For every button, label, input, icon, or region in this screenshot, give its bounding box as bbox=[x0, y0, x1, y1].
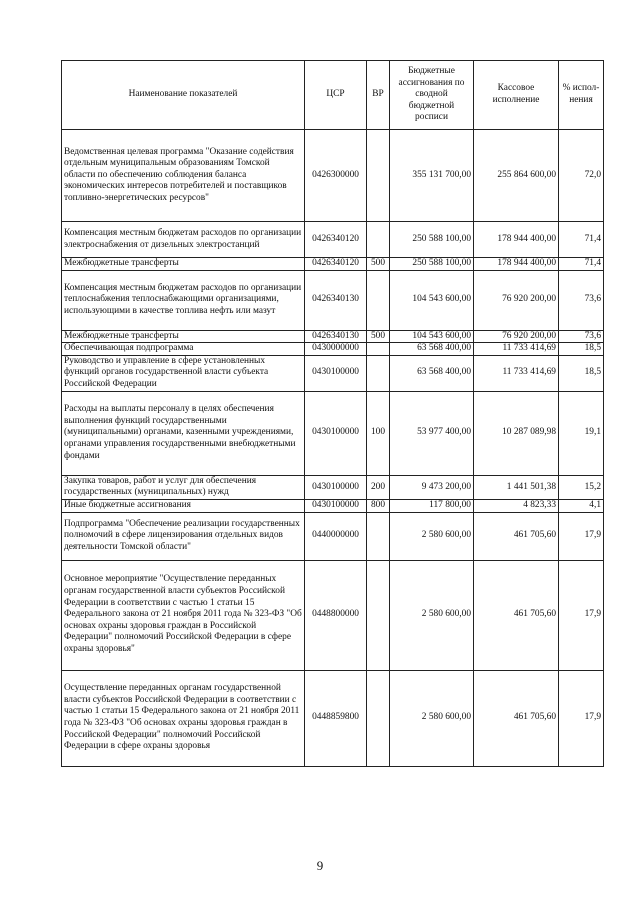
table-row bbox=[62, 512, 604, 560]
row-name-cell: Компенсация местным бюджетам расходов по организации теплоснабжения теплоснабжающими организациями, использующими в качестве топлива нефть или мазут bbox=[62, 270, 305, 330]
row-vr-cell bbox=[367, 343, 390, 356]
row-vr-cell bbox=[367, 222, 390, 258]
row-percent-cell: 17,9 bbox=[559, 512, 604, 560]
row-name-cell: Закупка товаров, работ и услуг для обеспечения государственных (муниципальных) нужд bbox=[62, 475, 305, 499]
row-allocations-cell: 117 800,00 bbox=[390, 499, 474, 512]
row-allocations-cell: 63 568 400,00 bbox=[390, 343, 474, 356]
row-percent-cell: 71,4 bbox=[559, 222, 604, 258]
row-name-cell: Межбюджетные трансферты bbox=[62, 330, 305, 343]
row-name-cell: Руководство и управление в сфере установленных функций органов государственной власти субъекта Российской Федерации bbox=[62, 355, 305, 391]
row-percent-cell: 17,9 bbox=[559, 560, 604, 670]
row-cash-cell: 4 823,33 bbox=[474, 499, 559, 512]
row-vr-cell: 500 bbox=[367, 258, 390, 271]
row-allocations-cell: 63 568 400,00 bbox=[390, 355, 474, 391]
table-row bbox=[62, 670, 604, 766]
row-allocations-cell: 355 131 700,00 bbox=[390, 130, 474, 222]
row-vr-cell bbox=[367, 355, 390, 391]
row-cash-cell: 76 920 200,00 bbox=[474, 270, 559, 330]
row-allocations-cell: 2 580 600,00 bbox=[390, 512, 474, 560]
row-cash-cell: 178 944 400,00 bbox=[474, 258, 559, 271]
row-csr-cell: 0440000000 bbox=[305, 512, 367, 560]
row-percent-cell: 15,2 bbox=[559, 475, 604, 499]
header-allocations: Бюджетные ассигнования по сводной бюджетной росписи bbox=[390, 61, 474, 130]
row-percent-cell: 18,5 bbox=[559, 343, 604, 356]
row-percent-cell: 19,1 bbox=[559, 391, 604, 475]
row-vr-cell bbox=[367, 130, 390, 222]
row-vr-cell: 500 bbox=[367, 330, 390, 343]
row-allocations-cell: 2 580 600,00 bbox=[390, 670, 474, 766]
table-row bbox=[62, 560, 604, 670]
row-percent-cell: 4,1 bbox=[559, 499, 604, 512]
row-cash-cell: 10 287 089,98 bbox=[474, 391, 559, 475]
table-row bbox=[62, 343, 604, 356]
header-csr: ЦСР bbox=[305, 61, 367, 130]
row-name-cell: Осуществление переданных органам государственной власти субъектов Российской Федерации в соответствии с частью 1 статьи 15 Федерального закона от 21 ноября 2011 года № 323-ФЗ "Об основах охраны здоровья граждан в Российской Федерации" полномочий Российской Федерации в сфере охраны здоровья bbox=[62, 670, 305, 766]
table-row bbox=[62, 258, 604, 271]
row-percent-cell: 73,6 bbox=[559, 330, 604, 343]
row-vr-cell: 800 bbox=[367, 499, 390, 512]
table-header-row bbox=[62, 61, 604, 130]
row-name-cell: Ведомственная целевая программа "Оказание содействия отдельным муниципальным образованиям Томской области по обеспечению соблюдения баланса экономических интересов потребителей и поставщиков топливно-энергетических ресурсов" bbox=[62, 130, 305, 222]
row-cash-cell: 11 733 414,69 bbox=[474, 343, 559, 356]
row-csr-cell: 0430100000 bbox=[305, 475, 367, 499]
row-csr-cell: 0426340120 bbox=[305, 222, 367, 258]
row-cash-cell: 255 864 600,00 bbox=[474, 130, 559, 222]
page-number: 9 bbox=[316, 858, 324, 873]
row-allocations-cell: 250 588 100,00 bbox=[390, 258, 474, 271]
table-row bbox=[62, 475, 604, 499]
header-cash: Кассовое исполнение bbox=[474, 61, 559, 130]
row-cash-cell: 461 705,60 bbox=[474, 512, 559, 560]
table-row bbox=[62, 355, 604, 391]
row-percent-cell: 72,0 bbox=[559, 130, 604, 222]
table-row bbox=[62, 499, 604, 512]
row-name-cell: Иные бюджетные ассигнования bbox=[62, 499, 305, 512]
row-csr-cell: 0426340130 bbox=[305, 330, 367, 343]
row-allocations-cell: 104 543 600,00 bbox=[390, 270, 474, 330]
row-name-cell: Компенсация местным бюджетам расходов по организации электроснабжения от дизельных электростанций bbox=[62, 222, 305, 258]
row-cash-cell: 178 944 400,00 bbox=[474, 222, 559, 258]
row-allocations-cell: 53 977 400,00 bbox=[390, 391, 474, 475]
row-csr-cell: 0430100000 bbox=[305, 499, 367, 512]
row-vr-cell bbox=[367, 670, 390, 766]
header-name: Наименование показателей bbox=[62, 61, 305, 130]
row-percent-cell: 73,6 bbox=[559, 270, 604, 330]
row-cash-cell: 461 705,60 bbox=[474, 560, 559, 670]
table-row bbox=[62, 130, 604, 222]
row-vr-cell bbox=[367, 512, 390, 560]
row-csr-cell: 0448859800 bbox=[305, 670, 367, 766]
row-cash-cell: 1 441 501,38 bbox=[474, 475, 559, 499]
budget-table bbox=[61, 60, 604, 767]
row-csr-cell: 0430100000 bbox=[305, 355, 367, 391]
row-allocations-cell: 2 580 600,00 bbox=[390, 560, 474, 670]
row-allocations-cell: 9 473 200,00 bbox=[390, 475, 474, 499]
row-csr-cell: 0430100000 bbox=[305, 391, 367, 475]
row-csr-cell: 0426340120 bbox=[305, 258, 367, 271]
row-vr-cell bbox=[367, 560, 390, 670]
row-vr-cell: 200 bbox=[367, 475, 390, 499]
header-vr: ВР bbox=[367, 61, 390, 130]
table-row bbox=[62, 270, 604, 330]
table-row bbox=[62, 222, 604, 258]
row-vr-cell bbox=[367, 270, 390, 330]
header-percent: % испол-нения bbox=[559, 61, 604, 130]
row-vr-cell: 100 bbox=[367, 391, 390, 475]
row-percent-cell: 18,5 bbox=[559, 355, 604, 391]
row-csr-cell: 0426340130 bbox=[305, 270, 367, 330]
row-csr-cell: 0430000000 bbox=[305, 343, 367, 356]
row-name-cell: Основное мероприятие "Осуществление переданных органам государственной власти субъектов Российской Федерации в соответствии с частью 1 статьи 15 Федерального закона от 21 ноября 2011 года № 323-ФЗ "Об основах охраны здоровья граждан в Российской Федерации" полномочий Российской Федерации в сфере охраны здоровья" bbox=[62, 560, 305, 670]
row-name-cell: Подпрограмма "Обеспечение реализации государственных полномочий в сфере лицензирования отдельных видов деятельности Томской области" bbox=[62, 512, 305, 560]
table-row bbox=[62, 330, 604, 343]
row-cash-cell: 11 733 414,69 bbox=[474, 355, 559, 391]
row-percent-cell: 17,9 bbox=[559, 670, 604, 766]
row-cash-cell: 461 705,60 bbox=[474, 670, 559, 766]
table-row bbox=[62, 391, 604, 475]
row-csr-cell: 0448800000 bbox=[305, 560, 367, 670]
row-percent-cell: 71,4 bbox=[559, 258, 604, 271]
row-csr-cell: 0426300000 bbox=[305, 130, 367, 222]
row-name-cell: Расходы на выплаты персоналу в целях обеспечения выполнения функций государственными (муниципальными) органами, казенными учреждениями, органами управления государственными внебюджетными фондами bbox=[62, 391, 305, 475]
row-name-cell: Межбюджетные трансферты bbox=[62, 258, 305, 271]
table-body bbox=[62, 130, 604, 767]
row-allocations-cell: 250 588 100,00 bbox=[390, 222, 474, 258]
row-name-cell: Обеспечивающая подпрограмма bbox=[62, 343, 305, 356]
row-cash-cell: 76 920 200,00 bbox=[474, 330, 559, 343]
row-allocations-cell: 104 543 600,00 bbox=[390, 330, 474, 343]
